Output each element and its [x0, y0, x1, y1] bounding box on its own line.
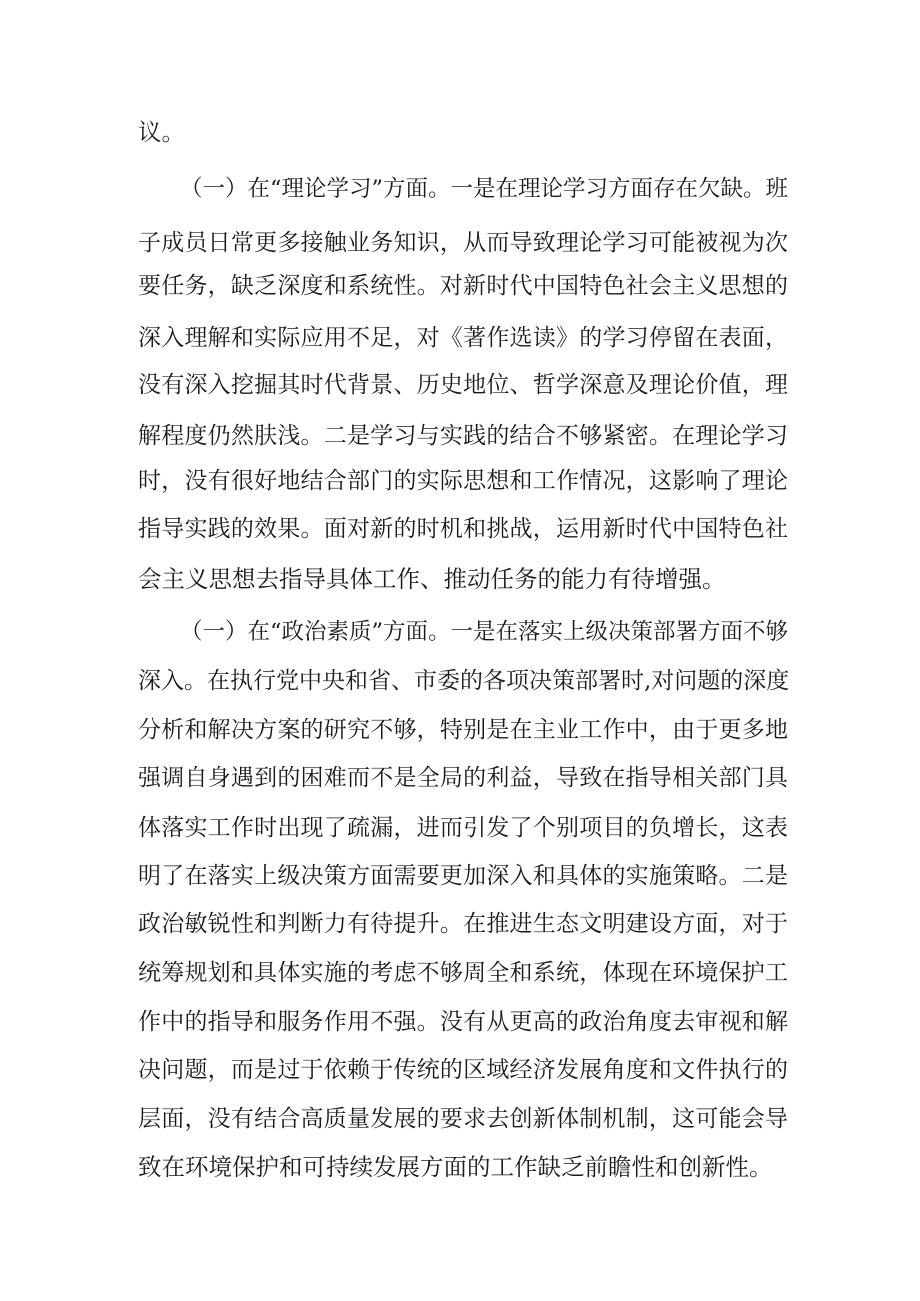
text-line: 统筹规划和具体实施的考虑不够周全和系统，体现在环境保护工 [138, 960, 788, 986]
text-line: 分析和解决方案的研究不够，特别是在主业工作中，由于更多地 [138, 717, 788, 743]
text-line: 会主义思想去指导具体工作、推动任务的能力有待增强。 [138, 565, 726, 593]
text-line: 明了在落实上级决策方面需要更加深入和具体的实施策略。二是 [138, 863, 788, 889]
text-line: 要任务，缺乏深度和系统性。对新时代中国特色社会主义思想的 [138, 273, 788, 299]
text-line: 决问题，而是过于依赖于传统的区域经济发展角度和文件执行的 [138, 1057, 788, 1083]
text-line: 作中的指导和服务作用不强。没有从更高的政治角度去审视和解 [138, 1009, 788, 1035]
text-line: （一）在“理论学习”方面。一是在理论学习方面存在欠缺。班 [180, 176, 789, 202]
text-line: 深入理解和实际应用不足，对《著作选读》的学习停留在表面， [138, 325, 788, 351]
text-line: 深入。在执行党中央和省、市委的各项决策部署时,对问题的深度 [138, 668, 790, 694]
text-line: 没有深入挖掘其时代背景、历史地位、哲学深意及理论价值，理 [138, 372, 788, 398]
text-line: 致在环境保护和可持续发展方面的工作缺乏前瞻性和创新性。 [138, 1153, 773, 1181]
text-line: 子成员日常更多接触业务知识，从而导致理论学习可能被视为次 [138, 230, 788, 256]
text-line: 议。 [138, 118, 185, 146]
text-line: 解程度仍然肤浅。二是学习与实践的结合不够紧密。在理论学习 [138, 423, 788, 449]
text-line: 时，没有很好地结合部门的实际思想和工作情况，这影响了理论 [138, 468, 788, 494]
text-line: 政治敏锐性和判断力有待提升。在推进生态文明建设方面，对于 [138, 911, 788, 937]
text-line: 指导实践的效果。面对新的时机和挑战，运用新时代中国特色社 [138, 516, 788, 542]
text-line: 强调自身遇到的困难而不是全局的利益，导致在指导相关部门具 [138, 765, 788, 791]
text-line: 体落实工作时出现了疏漏，进而引发了个别项目的负增长，这表 [138, 815, 788, 841]
text-line: 层面，没有结合高质量发展的要求去创新体制机制，这可能会导 [138, 1106, 788, 1132]
text-line: （一）在“政治素质”方面。一是在落实上级决策部署方面不够 [180, 619, 789, 645]
